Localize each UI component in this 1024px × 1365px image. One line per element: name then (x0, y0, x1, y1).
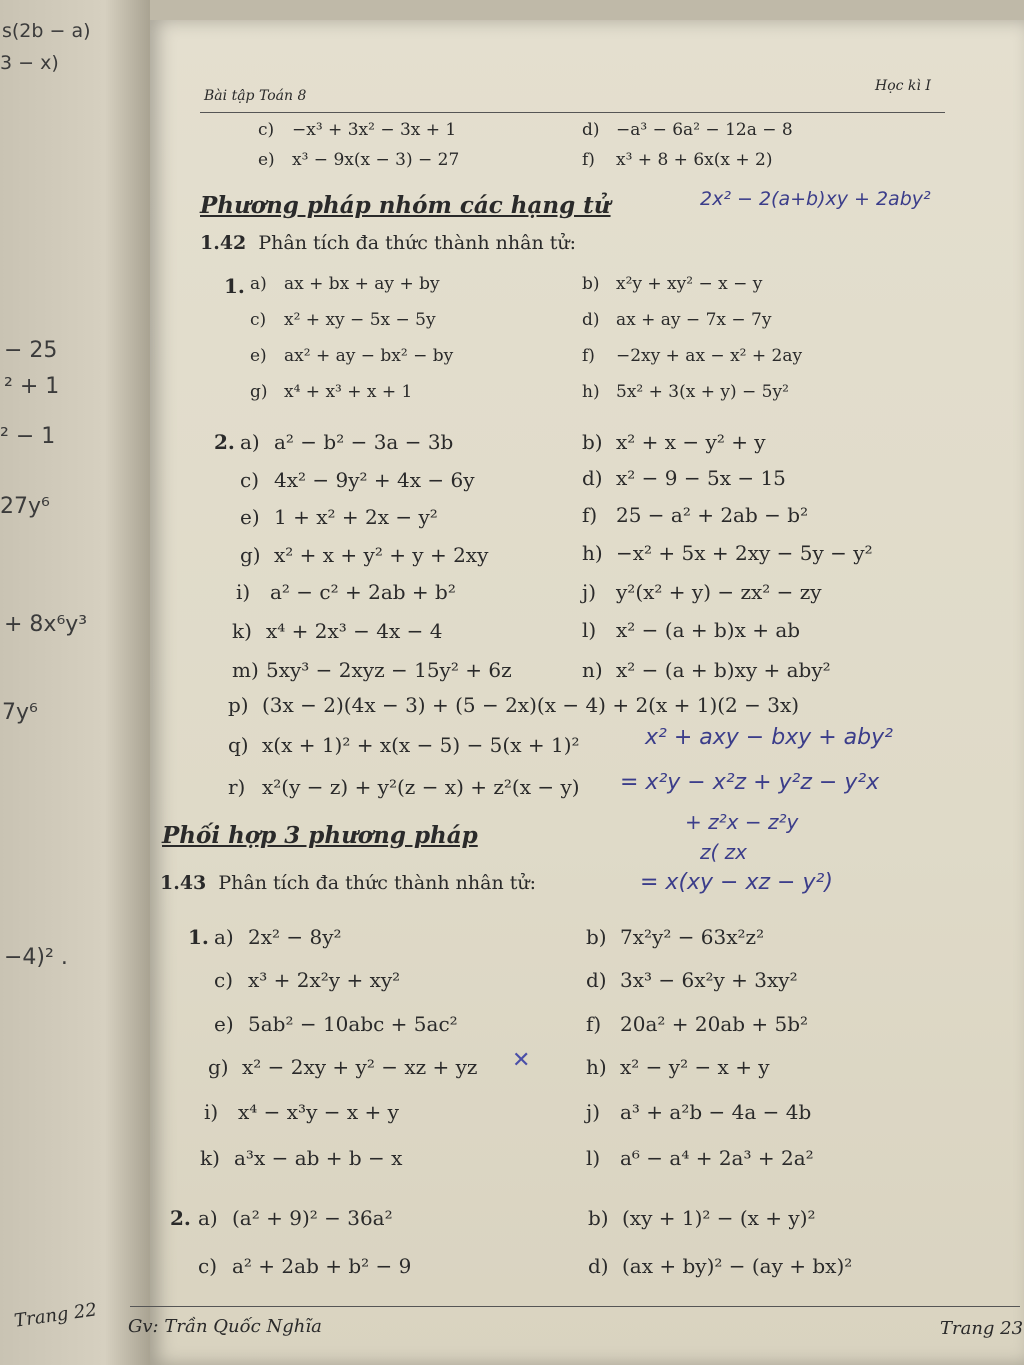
exercise-item: c) 4x² − 9y² + 4x − 6y (240, 468, 475, 492)
exercise-item: b) x²y + xy² − x − y (582, 274, 763, 294)
section-title: Phối hợp 3 phương pháp (162, 822, 478, 849)
part-number: 1. (188, 925, 209, 949)
exercise-item: a) ax + bx + ay + by (250, 274, 440, 294)
exercise-item: g) x⁴ + x³ + x + 1 (250, 382, 413, 402)
part-number: 2. (214, 430, 235, 454)
exercise-item: f) 20a² + 20ab + 5b² (586, 1012, 809, 1036)
margin-text: 27y⁶ (0, 494, 50, 519)
book-title: Bài tập Toán 8 (204, 88, 307, 104)
handwritten-note: z( zx (700, 840, 747, 864)
handwritten-note: x² + axy − bxy + aby² (645, 725, 893, 750)
exercise-item: c) a² + 2ab + b² − 9 (198, 1254, 412, 1278)
handwritten-note: 2x² − 2(a+b)xy + 2aby² (700, 188, 931, 210)
exercise-item: h) x² − y² − x + y (586, 1055, 770, 1079)
exercise-item: l) x² − (a + b)x + ab (582, 618, 801, 642)
header-rule (200, 112, 945, 113)
margin-text: + 8x⁶y³ (4, 612, 88, 637)
exercise-item: k) a³x − ab + b − x (200, 1146, 403, 1170)
exercise-item: a) (a² + 9)² − 36a² (198, 1206, 393, 1230)
exercise-item: c) x³ + 2x²y + xy² (214, 968, 401, 992)
exercise-item: e) ax² + ay − bx² − by (250, 346, 454, 366)
exercise-item: i) a² − c² + 2ab + b² (236, 580, 456, 604)
section-title: Phương pháp nhóm các hạng tử (200, 192, 611, 219)
exercise-item: i) x⁴ − x³y − x + y (204, 1100, 399, 1124)
exercise-item: b) x² + x − y² + y (582, 430, 766, 454)
handwritten-note: = x²y − x²z + y²z − y²x (620, 770, 880, 795)
part-number: 1. (224, 274, 245, 298)
exercise-item: q) x(x + 1)² + x(x − 5) − 5(x + 1)² (228, 733, 580, 757)
exercise-item: e) 5ab² − 10abc + 5ac² (214, 1012, 458, 1036)
exercise-item: n) x² − (a + b)xy + aby² (582, 658, 831, 682)
exercise-heading: 1.42 Phân tích đa thức thành nhân tử: (200, 232, 577, 254)
margin-text: ² + 1 (4, 374, 60, 399)
margin-text: − 25 (4, 338, 58, 363)
exercise-item: j) y²(x² + y) − zx² − zy (582, 580, 822, 604)
page-number: Trang 23 (940, 1318, 1024, 1339)
exercise-item: l) a⁶ − a⁴ + 2a³ + 2a² (586, 1146, 814, 1170)
exercise-item: c) −x³ + 3x² − 3x + 1 (258, 120, 457, 140)
exercise-item: e) 1 + x² + 2x − y² (240, 505, 438, 529)
handwritten-note: + z²x − z²y (685, 810, 799, 834)
exercise-item: g) x² + x + y² + y + 2xy (240, 543, 489, 567)
exercise-item: d) −a³ − 6a² − 12a − 8 (582, 120, 793, 140)
left-page (0, 0, 150, 1365)
left-page-number: Trang 22 (12, 1299, 99, 1332)
exercise-item: d) ax + ay − 7x − 7y (582, 310, 772, 330)
footer-rule (130, 1306, 1020, 1307)
exercise-item: d) 3x³ − 6x²y + 3xy² (586, 968, 798, 992)
exercise-item: b) (xy + 1)² − (x + y)² (588, 1206, 816, 1230)
exercise-item: c) x² + xy − 5x − 5y (250, 310, 436, 330)
exercise-item: d) x² − 9 − 5x − 15 (582, 466, 786, 490)
margin-text: −4)² . (4, 945, 68, 970)
handwritten-note: = x(xy − xz − y²) (640, 870, 833, 895)
margin-text: 3 − x) (0, 52, 59, 74)
exercise-item: m) 5xy³ − 2xyz − 15y² + 6z (232, 658, 512, 682)
margin-text: 7y⁶ (2, 700, 38, 725)
teacher-name: Gv: Trần Quốc Nghĩa (128, 1316, 322, 1337)
exercise-item: j) a³ + a²b − 4a − 4b (586, 1100, 812, 1124)
exercise-item: g) x² − 2xy + y² − xz + yz (208, 1055, 478, 1079)
exercise-item: d) (ax + by)² − (ay + bx)² (588, 1254, 853, 1278)
exercise-item: f) x³ + 8 + 6x(x + 2) (582, 150, 773, 170)
exercise-item: a) 2x² − 8y² (214, 925, 342, 949)
margin-text: s(2b − a) (2, 20, 91, 42)
margin-text: ² − 1 (0, 424, 56, 449)
exercise-item: k) x⁴ + 2x³ − 4x − 4 (232, 619, 443, 643)
exercise-item: h) −x² + 5x + 2xy − 5y − y² (582, 541, 873, 565)
exercise-item: b) 7x²y² − 63x²z² (586, 925, 765, 949)
exercise-heading: 1.43 Phân tích đa thức thành nhân tử: (160, 872, 537, 894)
exercise-item: r) x²(y − z) + y²(z − x) + z²(x − y) (228, 775, 580, 799)
exercise-item: f) 25 − a² + 2ab − b² (582, 503, 809, 527)
exercise-item: p) (3x − 2)(4x − 3) + (5 − 2x)(x − 4) + 2(x + 1)(2 − 3x) (228, 693, 800, 717)
exercise-item: f) −2xy + ax − x² + 2ay (582, 346, 803, 366)
part-number: 2. (170, 1206, 191, 1230)
exercise-item: h) 5x² + 3(x + y) − 5y² (582, 382, 789, 402)
exercise-item: a) a² − b² − 3a − 3b (240, 430, 454, 454)
cross-mark-icon: ✕ (512, 1048, 531, 1073)
semester-label: Học kì I (875, 78, 931, 94)
exercise-item: e) x³ − 9x(x − 3) − 27 (258, 150, 460, 170)
